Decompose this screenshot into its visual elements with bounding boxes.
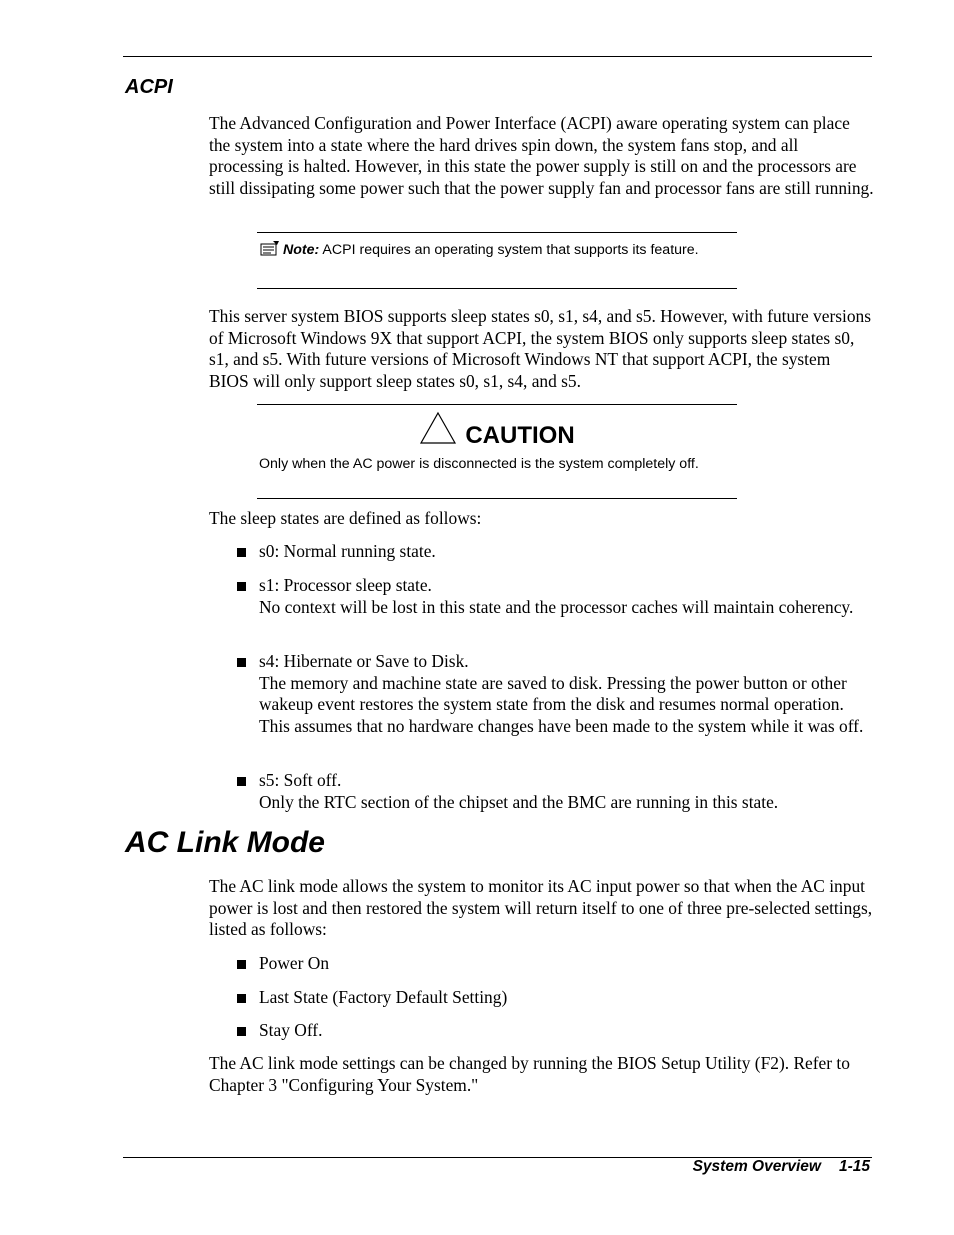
page-number: 1-15 (838, 1158, 870, 1175)
caution-box (257, 404, 737, 499)
section-heading-ac-link-mode: AC Link Mode (125, 826, 325, 859)
page-footer (693, 1158, 870, 1176)
bullet-square-icon (237, 548, 246, 557)
note-label: Note: (283, 242, 320, 258)
footer-section: System Overview (692, 1158, 821, 1175)
acpi-paragraph-1: The Advanced Configuration and Power Interface (ACPI) aware operating system can place the system into a state where the hard drives spin down, the system fans stop, and all processing is halted. However, in this state the power supply is still on and the processors are still dissipating some power such that the power supply fan and processor fans are still running. (209, 113, 874, 198)
note-content (257, 233, 737, 261)
state-description: The memory and machine state are saved to disk. Pressing the power button or other wakeup event restores the system state from the disk and resumes normal operation. This assumes that no hardware changes have been made to the system while it was off. (259, 672, 864, 736)
ac-link-outro: The AC link mode settings can be changed by running the BIOS Setup Utility (F2). Refer to Chapter 3 "Configuring Your System." (209, 1053, 850, 1095)
note-pad-icon (259, 240, 281, 261)
caution-text: Only when the AC power is disconnected is the system completely off. (259, 456, 699, 472)
caution-header (257, 411, 737, 455)
option-label: Power On (259, 953, 330, 973)
bullet-square-icon (237, 777, 246, 786)
header-rule (123, 56, 872, 57)
option-label: Stay Off. (259, 1020, 323, 1040)
bullet-square-icon (237, 582, 246, 591)
option-label: Last State (Factory Default Setting) (259, 987, 508, 1007)
caution-title: CAUTION (465, 422, 575, 449)
states-intro: The sleep states are defined as follows: (209, 508, 482, 528)
bullet-square-icon (237, 1027, 246, 1036)
section-heading-acpi: ACPI (125, 76, 173, 98)
state-title: s1: Processor sleep state. (259, 575, 432, 595)
bullet-square-icon (237, 960, 246, 969)
state-title: s4: Hibernate or Save to Disk. (259, 651, 469, 671)
warning-triangle-icon (419, 411, 457, 450)
acpi-paragraph-2: This server system BIOS supports sleep states s0, s1, s4, and s5. However, with future versions of Microsoft Windows 9X that support ACPI, the system BIOS only supports sleep states s0, s1, and s5. With future versions of Microsoft Windows NT that support ACPI, the system BIOS will only support sleep states s0, s1, s4, and s5. (209, 306, 871, 391)
state-description: No context will be lost in this state and the processor caches will maintain coherency. (259, 596, 854, 617)
state-title: s0: Normal running state. (259, 541, 436, 561)
note-text: ACPI requires an operating system that supports its feature. (319, 242, 699, 258)
state-title: s5: Soft off. (259, 770, 342, 790)
bullet-square-icon (237, 658, 246, 667)
note-box (257, 232, 737, 289)
state-description: Only the RTC section of the chipset and the BMC are running in this state. (259, 791, 779, 812)
ac-link-intro: The AC link mode allows the system to monitor its AC input power so that when the AC input power is lost and then restored the system will return itself to one of three pre-selected settings, listed as follows: (209, 876, 873, 940)
bullet-square-icon (237, 994, 246, 1003)
